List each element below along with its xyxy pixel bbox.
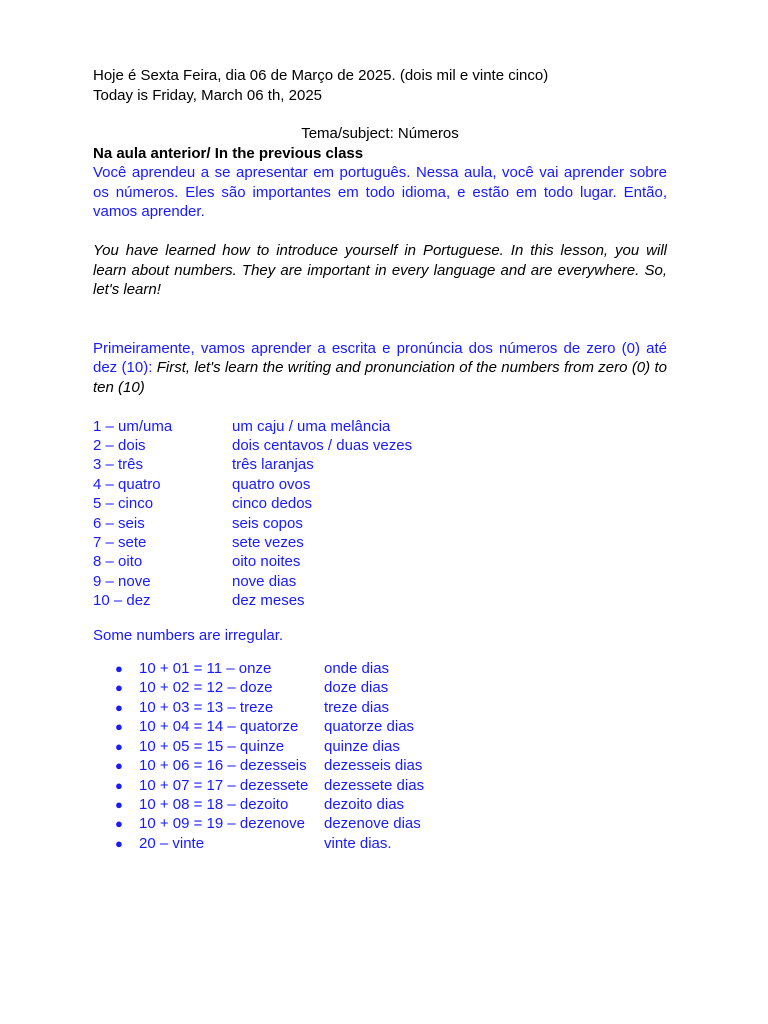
list-item <box>93 717 667 736</box>
list-item <box>93 834 667 853</box>
number-example: sete vezes <box>232 533 304 551</box>
bullet-icon: ● <box>115 777 123 793</box>
first-paragraph-portuguese: Primeiramente, vamos aprender a escrita e pronúncia dos números de zero (0) até dez (10): <box>93 339 667 376</box>
number-example: cinco dedos <box>232 495 313 513</box>
list-item <box>93 737 667 756</box>
irregular-numbers-list <box>93 659 667 853</box>
number-example: oito noites <box>232 553 301 571</box>
date-portuguese: Hoje é Sexta Feira, dia 06 de Março de 2025. (dois mil e vinte cinco) <box>93 67 549 84</box>
irregular-sum: 10 + 01 = 11 – onze <box>139 660 272 678</box>
number-row <box>93 514 667 533</box>
irregular-example: quinze dias <box>324 737 400 755</box>
list-item <box>93 678 667 697</box>
irregular-example: dezenove dias <box>324 815 421 833</box>
date-english: Today is Friday, March 06 th, 2025 <box>93 86 322 104</box>
number-word: 3 – três <box>93 456 144 474</box>
spacer <box>93 300 667 339</box>
number-row <box>93 494 667 513</box>
irregular-example: doze dias <box>324 679 389 697</box>
irregular-example: quatorze dias <box>324 718 415 736</box>
irregular-sum: 10 + 08 = 18 – dezoito <box>139 795 289 813</box>
number-row <box>93 591 667 610</box>
irregular-example: treze dias <box>324 698 390 716</box>
bullet-icon: ● <box>115 796 123 812</box>
number-word: 9 – nove <box>93 572 151 590</box>
intro-english: You have learned how to introduce yourself in Portuguese. In this lesson, you will learn about numbers. They are important in every language and are everywhere. So, let's learn! <box>93 242 667 298</box>
first-paragraph-english: First, let's learn the writing and pronunciation of the numbers from zero (0) to ten (10) <box>93 359 667 396</box>
number-example: nove dias <box>232 572 297 590</box>
number-word: 6 – seis <box>93 514 145 532</box>
first-paragraph <box>93 339 667 398</box>
lesson-subject: Tema/subject: Números <box>301 125 459 142</box>
list-item <box>93 698 667 717</box>
irregular-heading: Some numbers are irregular. <box>93 626 284 644</box>
irregular-sum: 10 + 06 = 16 – dezesseis <box>139 757 307 775</box>
irregular-sum: 10 + 02 = 12 – doze <box>139 679 273 697</box>
list-item <box>93 795 667 814</box>
number-word: 2 – dois <box>93 436 146 454</box>
irregular-sum: 20 – vinte <box>139 834 205 852</box>
number-row <box>93 533 667 552</box>
number-row <box>93 552 667 571</box>
number-row <box>93 475 667 494</box>
number-word: 1 – um/uma <box>93 417 173 435</box>
numbers-list <box>93 417 667 611</box>
bullet-icon: ● <box>115 661 123 677</box>
number-word: 4 – quatro <box>93 475 161 493</box>
number-example: dez meses <box>232 592 305 610</box>
irregular-example: dezoito dias <box>324 795 405 813</box>
spacer <box>93 222 667 242</box>
irregular-sum: 10 + 05 = 15 – quinze <box>139 737 285 755</box>
irregular-example: onde dias <box>324 660 390 678</box>
irregular-example: vinte dias. <box>324 834 392 852</box>
bullet-icon: ● <box>115 835 123 851</box>
bullet-icon: ● <box>115 719 123 735</box>
irregular-sum: 10 + 07 = 17 – dezessete <box>139 776 309 794</box>
number-example: seis copos <box>232 514 303 532</box>
bullet-icon: ● <box>115 758 123 774</box>
number-row <box>93 417 667 436</box>
number-example: quatro ovos <box>232 475 311 493</box>
number-row <box>93 572 667 591</box>
list-item <box>93 814 667 833</box>
irregular-sum: 10 + 04 = 14 – quatorze <box>139 718 299 736</box>
number-word: 7 – sete <box>93 533 147 551</box>
spacer <box>93 611 667 626</box>
number-row <box>93 455 667 474</box>
irregular-example: dezesseis dias <box>324 757 423 775</box>
bullet-icon: ● <box>115 699 123 715</box>
number-example: dois centavos / duas vezes <box>232 436 413 454</box>
spacer <box>93 645 667 659</box>
spacer <box>93 397 667 417</box>
number-word: 10 – dez <box>93 592 151 610</box>
irregular-sum: 10 + 03 = 13 – treze <box>139 698 274 716</box>
bullet-icon: ● <box>115 738 123 754</box>
number-example: um caju / uma melância <box>232 417 391 435</box>
previous-class-heading: Na aula anterior/ In the previous class <box>93 144 364 162</box>
irregular-sum: 10 + 09 = 19 – dezenove <box>139 815 305 833</box>
bullet-icon: ● <box>115 816 123 832</box>
list-item <box>93 756 667 775</box>
list-item <box>93 659 667 678</box>
list-item <box>93 776 667 795</box>
number-row <box>93 436 667 455</box>
irregular-example: dezessete dias <box>324 776 425 794</box>
number-word: 8 – oito <box>93 553 143 571</box>
bullet-icon: ● <box>115 680 123 696</box>
number-example: três laranjas <box>232 456 314 474</box>
intro-portuguese: Você aprendeu a se apresentar em português. Nessa aula, você vai aprender sobre os números. Eles são importantes em todo idioma, e estão em todo lugar. Então, vamos aprender. <box>93 164 667 220</box>
number-word: 5 – cinco <box>93 495 154 513</box>
